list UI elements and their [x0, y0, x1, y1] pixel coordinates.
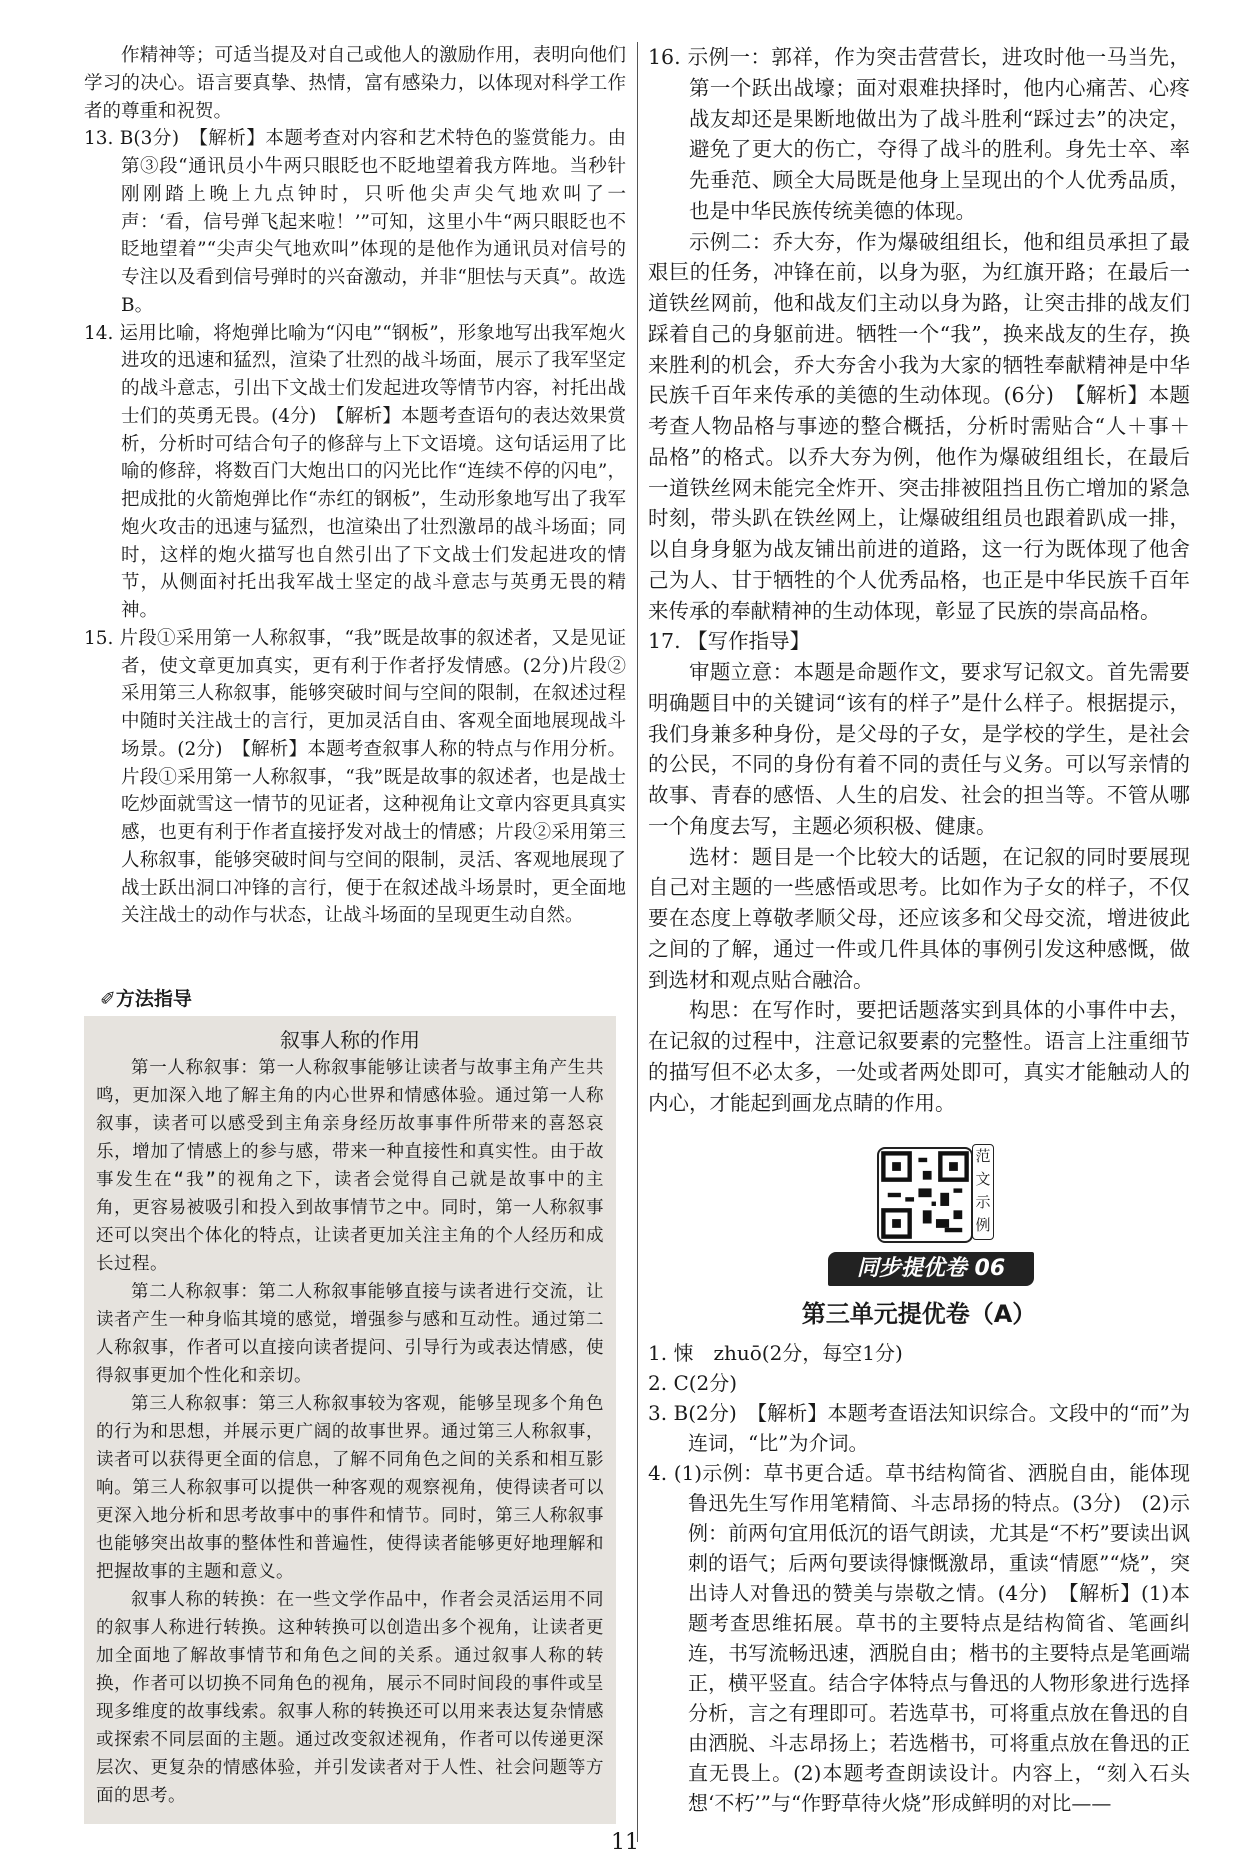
paragraph: 选材：题目是一个比较大的话题，在记叙的同时要展现自己对主题的一些感悟或思考。比如作为子女的样子，不仅要在态度上尊敬孝顺父母，还应该多和父母交流，增进彼此之间的了解，通过一件或几件具体的事例引发这种感慨，做到选材和观点贴合融洽。 [648, 844, 1190, 992]
method-guide-paragraph: 叙事人称的转换：在一些文学作品中，作者会灵活运用不同的叙事人称进行转换。这种转换可以创造出多个视角，让读者更加全面地了解故事情节和角色之间的关系。通过叙事人称的转换，作者可以切换不同角色的视角，展示不同时间段的事件或呈现多维度的故事线索。叙事人称的转换还可以用来表达复杂情感或探索不同层面的主题。通过改变叙述视角，作者可以传递更深层次、更复杂的情感体验，并引发读者对于人性、社会问题等方面的思考。 [96, 1590, 604, 1806]
paragraph: 1. 悚 zhuō(2分，每空1分) [648, 1341, 903, 1365]
paragraph: 16. 示例一：郭祥，作为突击营营长，进攻时他一马当先，第一个跃出战壕；面对艰难抉择时，他内心痛苦、心疼战友却还是果断地做出为了战斗胜利“踩过去”的决定，避免了更大的伤亡，夺得了战斗的胜利。身先士卒、率先垂范、顾全大局既是他身上呈现出的个人优秀品质，也是中华民族传统美德的体现。 [648, 45, 1190, 223]
qr-code[interactable] [877, 1147, 973, 1243]
unit-title: 第三单元提优卷（A） [801, 1300, 1037, 1328]
paragraph: 示例二：乔大夯，作为爆破组组长，他和组员承担了最艰巨的任务，冲锋在前，以身为驱，为红旗开路；在最后一道铁丝网前，他和战友们主动以身为路，让突击排的战友们踩着自己的身躯前进。牺牲一个“我”，换来战友的生存，换来胜利的机会，乔大夯舍小我为大家的牺牲奉献精神是中华民族千百年来传承的美德的生动体现。(6分) 【解析】本题考查人物品格与事迹的整合概括，分析时需贴合“人＋事＋品格”的格式。以乔大夯为例，他作为爆破组组长，在最后一道铁丝网未能完全炸开、突击排被阻挡且伤亡增加的紧急时刻，带头趴在铁丝网上，让爆破组组员也跟着趴成一排，以自身身躯为战友铺出前进的道路，这一行为既体现了他舍己为人、甘于牺牲的个人优秀品格，也正是中华民族千百年来传承的奉献精神的生动体现，彰显了民族的崇高品格。 [648, 229, 1190, 623]
paragraph: 17. 【写作指导】 [648, 629, 811, 654]
paragraph: 15. 片段①采用第一人称叙事，“我”既是故事的叙述者，又是见证者，使文章更加真实，更有利于作者抒发情感。(2分)片段②采用第三人称叙事，能够突破时间与空间的限制，在叙述过程中随时关注战士的言行，更加灵活自由、客观全面地展现战斗场景。(2分) 【解析】本题考查叙事人称的特点与作用分析。片段①采用第一人称叙事，“我”既是故事的叙述者，也是战士吃炒面就雪这一情节的见证者，这种视角让文章内容更具真实感，也更有利于作者直接抒发对战士的情感；片段②采用第三人称叙事，能够突破时间与空间的限制，灵活、客观地展现了战士跃出洞口冲锋的言行，便于在叙述战斗场景时，更全面地关注战士的动作与状态，让战斗场面的呈现更生动自然。 [84, 627, 626, 927]
paragraph: 作精神等；可适当提及对自己或他人的激励作用，表明向他们学习的决心。语言要真挚、热情，富有感染力，以体现对科学工作者的尊重和祝贺。 [84, 45, 626, 122]
paragraph: 构思：在写作时，要把话题落实到具体的小事件中去，在记叙的过程中，注意记叙要素的完整性。语言上注重细节的描写但不必太多，一处或者两处即可，真实才能触动人的内心，才能起到画龙点睛的作用。 [648, 998, 1190, 1115]
paragraph: 13. B(3分) 【解析】本题考查对内容和艺术特色的鉴赏能力。由第③段“通讯员小牛两只眼眨也不眨地望着我方阵地。当秒针刚刚踏上晚上九点钟时，只听他尖声尖气地欢叫了一声：‘看，信号弹飞起来啦！’”可知，这里小牛“两只眼眨也不眨地望着”“尖声尖气地欢叫”体现的是他作为通讯员对信号的专注以及看到信号弹时的兴奋激动，并非“胆怯与天真”。故选B。 [84, 128, 626, 316]
qr-code-icon [879, 1149, 971, 1241]
paragraph: 3. B(2分) 【解析】本题考查语法知识综合。文段中的“而”为连词，“比”为介词。 [648, 1401, 1190, 1455]
column-divider [637, 42, 638, 1842]
paragraph: 审题立意：本题是命题作文，要求写记叙文。首先需要明确题目中的关键词“该有的样子”是什么样子。根据提示，我们身兼多种身份，是父母的子女，是学校的学生，是社会的公民，不同的身份有着不同的责任与义务。可以写亲情的故事、青春的感悟、人生的启发、社会的担当等。不管从哪一个角度去写，主题必须积极、健康。 [648, 660, 1190, 838]
pen-icon: ✐ [100, 988, 116, 1010]
paragraph: 4. (1)示例：草书更合适。草书结构简省、洒脱自由，能体现鲁迅先生写作用笔精简、斗志昂扬的特点。(3分) (2)示例：前两句宜用低沉的语气朗读，尤其是“不朽”要读出讽刺的语气；后两句要读得慷慨激昂，重读“情愿”“烧”，突出诗人对鲁迅的赞美与崇敬之情。(4分) 【解析】(1)本题考查思维拓展。草书的主要特点是结构简省、笔画纠连，书写流畅迅速，洒脱自由；楷书的主要特点是笔画端正，横平竖直。结合字体特点与鲁迅的人物形象进行选择分析，言之有理即可。若选草书，可将重点放在鲁迅的自由洒脱、斗志昂扬上；若选楷书，可将重点放在鲁迅的正直无畏上。(2)本题考查朗读设计。内容上，“刻入石头想‘不朽’”与“作野草待火烧”形成鲜明的对比—— [648, 1461, 1190, 1815]
right-column [648, 42, 1190, 1118]
method-guide-label: ✐方法指导 [100, 988, 192, 1010]
method-guide-paragraph: 第三人称叙事：第三人称叙事较为客观，能够呈现多个角色的行为和思想，并展示更广阔的故事世界。通过第三人称叙事，读者可以获得更全面的信息，了解不同角色之间的关系和相互影响。第三人称叙事可以提供一种客观的观察视角，使得读者可以更深入地分析和思考故事中的事件和情节。同时，第三人称叙事也能够突出故事的整体性和普遍性，使得读者能够更好地理解和把握故事的主题和意义。 [96, 1394, 604, 1582]
method-guide-box [84, 1016, 616, 1824]
method-guide-paragraph: 第一人称叙事：第一人称叙事能够让读者与故事主角产生共鸣，更加深入地了解主角的内心世界和情感体验。通过第一人称叙事，读者可以感受到主角亲身经历故事事件所带来的喜怒哀乐，增加了情感上的参与感，带来一种直接性和真实性。由于故事发生在“我”的视角之下，读者会觉得自己就是故事中的主角，更容易被吸引和投入到故事情节之中。同时，第一人称叙事还可以突出个体化的特点，让读者更加关注主角的个人经历和成长过程。 [96, 1058, 604, 1274]
qr-code-label: 范文示例 [972, 1144, 994, 1240]
method-guide-title: 叙事人称的作用 [280, 1028, 420, 1052]
paragraph: 2. C(2分) [648, 1371, 738, 1395]
section-badge: 同步提优卷 06 [828, 1252, 1034, 1286]
method-guide-paragraph: 第二人称叙事：第二人称叙事能够直接与读者进行交流，让读者产生一种身临其境的感觉，增强参与感和互动性。通过第二人称叙事，作者可以直接向读者提问、引导行为或表达情感，使得叙事更加个性化和亲切。 [96, 1282, 604, 1386]
left-column [84, 42, 626, 930]
paragraph: 14. 运用比喻，将炮弹比喻为“闪电”“钢板”，形象地写出我军炮火进攻的迅速和猛烈，渲染了壮烈的战斗场面，展示了我军坚定的战斗意志，引出下文战士们发起进攻等情节内容，衬托出战士们的英勇无畏。(4分) 【解析】本题考查语句的表达效果赏析，分析时可结合句子的修辞与上下文语境。这句话运用了比喻的修辞，将数百门大炮出口的闪光比作“连续不停的闪电”，把成批的火箭炮弹比作“赤红的钢板”，生动形象地写出了我军炮火攻击的迅速与猛烈，也渲染出了壮烈激昂的战斗场面；同时，这样的炮火描写也自然引出了下文战士们发起进攻的情节，从侧面衬托出我军战士坚定的战斗意志与英勇无畏的精神。 [84, 322, 626, 621]
page-number: 11 [611, 1830, 639, 1855]
right-column-answers [648, 1338, 1190, 1818]
